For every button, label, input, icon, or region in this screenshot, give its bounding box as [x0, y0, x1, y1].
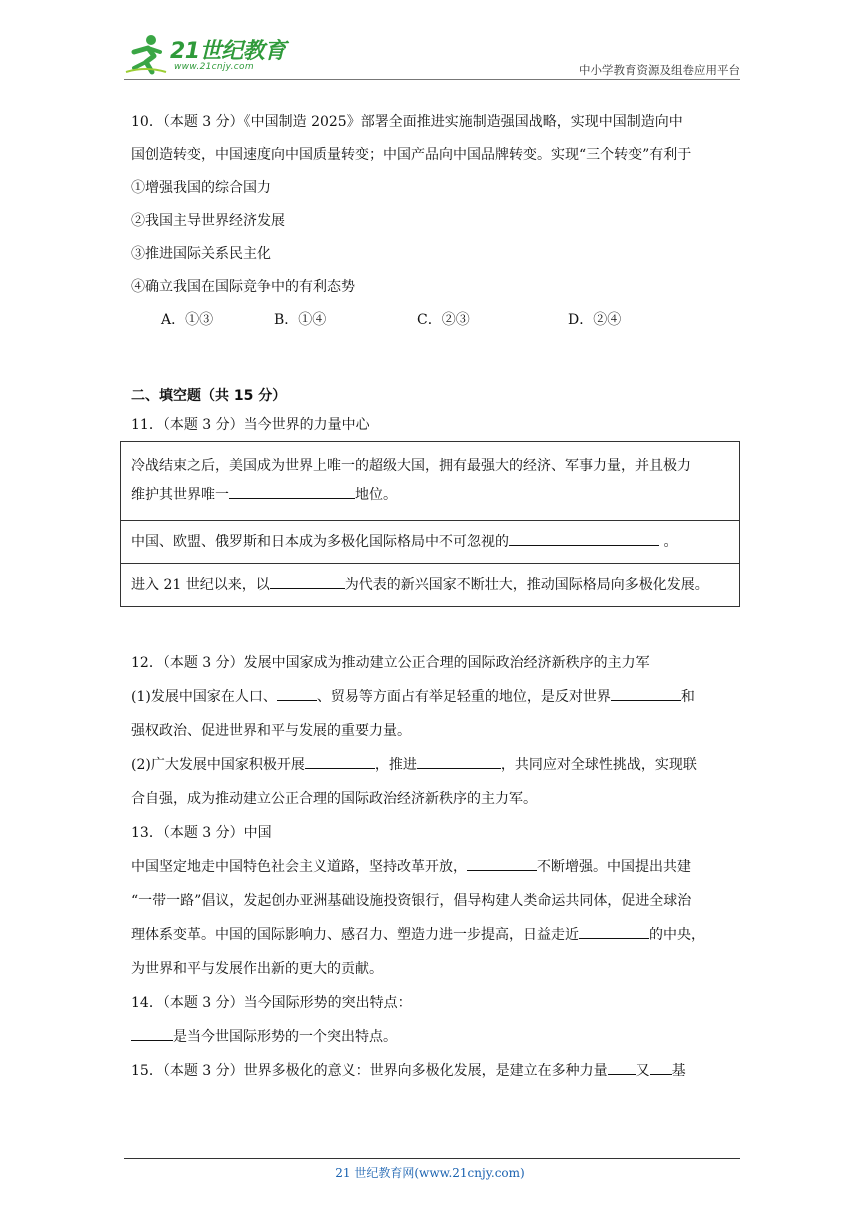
page-header — [124, 30, 740, 80]
q12-p2-c: ，共同应对全球性挑战，实现联 — [500, 757, 697, 773]
q13-line3 — [131, 918, 741, 952]
questions-12-15 — [131, 646, 741, 1088]
q11-cell-1 — [121, 442, 740, 521]
q12-p1-a: (1)发展中国家在人口、 — [131, 689, 277, 705]
q11-row2-after: 。 — [659, 533, 678, 550]
q10-stem-line1: 10．（本题 3 分）《中国制造 2025》部署全面推进实施制造强国战略，实现中国制造向中 — [131, 114, 683, 130]
q12-p1-b: 、贸易等方面占有举足轻重的地位，是反对世界 — [316, 689, 611, 705]
q10-item-3: ③推进国际关系民主化 — [131, 246, 271, 262]
runner-logo-icon — [124, 32, 168, 76]
q13-stem: 13．（本题 3 分）中国 — [131, 825, 272, 841]
q15-blank-2[interactable] — [650, 1058, 672, 1075]
q12-p1-c: 和 — [680, 689, 695, 705]
q12-part2-line2: 合自强，成为推动建立公正合理的国际政治经济新秩序的主力军。 — [131, 791, 537, 807]
q10-option-a[interactable]: A．①③ — [161, 312, 214, 328]
q12-part1-line2: 强权政治、促进世界和平与发展的重要力量。 — [131, 723, 411, 739]
q13-l1-b: 不断增强。中国提出共建 — [537, 859, 691, 875]
q11-blank-2[interactable] — [509, 529, 659, 546]
q10-item-2: ②我国主导世界经济发展 — [131, 213, 285, 229]
q11-stem: 11．（本题 3 分）当今世界的力量中心 — [131, 417, 370, 433]
q11-row3-after: 为代表的新兴国家不断壮大，推动国际格局向多极化发展。 — [344, 576, 709, 593]
q13-blank-1[interactable] — [467, 854, 537, 871]
q11-row1-line1: 冷战结束之后，美国成为世界上唯一的超级大国，拥有最强大的经济、军事力量，并且极力 — [131, 458, 691, 474]
q13-line2: “一带一路”倡议，发起创办亚洲基础设施投资银行，倡导构建人类命运共同体，促进全球治 — [131, 893, 692, 909]
q12-blank-1[interactable] — [277, 684, 317, 701]
q13-line4: 为世界和平与发展作出新的更大的贡献。 — [131, 961, 383, 977]
q13-line1 — [131, 850, 741, 884]
q11-row-2 — [121, 521, 740, 564]
q13-blank-2[interactable] — [579, 922, 649, 939]
q11-row2-before: 中国、欧盟、俄罗斯和日本成为多极化国际格局中不可忽视的 — [131, 533, 509, 550]
q15-c: 基 — [671, 1063, 686, 1079]
q11-row1-after: 地位。 — [355, 487, 397, 503]
question-10 — [131, 106, 741, 337]
q11-cell-2 — [121, 521, 740, 564]
q15-a: 15．（本题 3 分）世界多极化的意义：世界向多极化发展，是建立在多种力量 — [131, 1063, 608, 1079]
q10-option-c[interactable]: C．②③ — [417, 312, 470, 328]
q14-line1 — [131, 1020, 741, 1054]
q12-part1-line1 — [131, 680, 741, 714]
q11-blank-1[interactable] — [229, 482, 355, 499]
q10-option-b[interactable]: B．①④ — [274, 312, 327, 328]
q15-blank-1[interactable] — [608, 1058, 636, 1075]
q15-b: 又 — [635, 1063, 650, 1079]
q15-stem — [131, 1054, 741, 1088]
q11-cell-3 — [121, 564, 740, 607]
q12-p2-a: (2)广大发展中国家积极开展 — [131, 757, 305, 773]
section-title-fill-blank: 二、填空题（共 15 分） — [131, 388, 287, 404]
q14-l1-after: 是当今世国际形势的一个突出特点。 — [173, 1029, 397, 1045]
q11-row-1 — [121, 442, 740, 521]
footer-divider — [124, 1158, 740, 1159]
header-divider — [124, 79, 740, 80]
q11-row3-before: 进入 21 世纪以来，以 — [131, 576, 270, 593]
q13-l3-b: 的中央， — [649, 927, 705, 943]
q12-part2-line1 — [131, 748, 741, 782]
footer-link[interactable]: 21 世纪教育网(www.21cnjy.com) — [335, 1166, 525, 1180]
q12-blank-4[interactable] — [417, 752, 501, 769]
site-logo[interactable] — [124, 32, 294, 78]
q12-p2-b: ，推进 — [374, 757, 417, 773]
q11-row1-before: 维护其世界唯一 — [131, 487, 229, 503]
q11-blank-3[interactable] — [270, 572, 345, 589]
logo-text: 21世纪教育 — [170, 39, 286, 64]
q12-blank-2[interactable] — [611, 684, 681, 701]
q10-stem-line2: 国创造转变，中国速度向中国质量转变；中国产品向中国品牌转变。实现“三个转变”有利于 — [131, 147, 692, 163]
header-platform-text: 中小学教育资源及组卷应用平台 — [579, 63, 740, 77]
q14-stem: 14．（本题 3 分）当今国际形势的突出特点： — [131, 995, 412, 1011]
q13-l3-a: 理体系变革。中国的国际影响力、感召力、塑造力进一步提高，日益走近 — [131, 927, 579, 943]
q11-table — [120, 441, 740, 607]
q10-item-4: ④确立我国在国际竞争中的有利态势 — [131, 279, 355, 295]
q14-blank-1[interactable] — [131, 1024, 173, 1041]
q12-blank-3[interactable] — [305, 752, 375, 769]
q11-row-3 — [121, 564, 740, 607]
q10-options — [131, 304, 741, 337]
q12-stem: 12．（本题 3 分）发展中国家成为推动建立公正合理的国际政治经济新秩序的主力军 — [131, 655, 650, 671]
q13-l1-a: 中国坚定地走中国特色社会主义道路，坚持改革开放， — [131, 859, 467, 875]
logo-url: www.21cnjy.com — [174, 62, 254, 72]
q10-option-d[interactable]: D．②④ — [568, 312, 622, 328]
q10-item-1: ①增强我国的综合国力 — [131, 180, 271, 196]
